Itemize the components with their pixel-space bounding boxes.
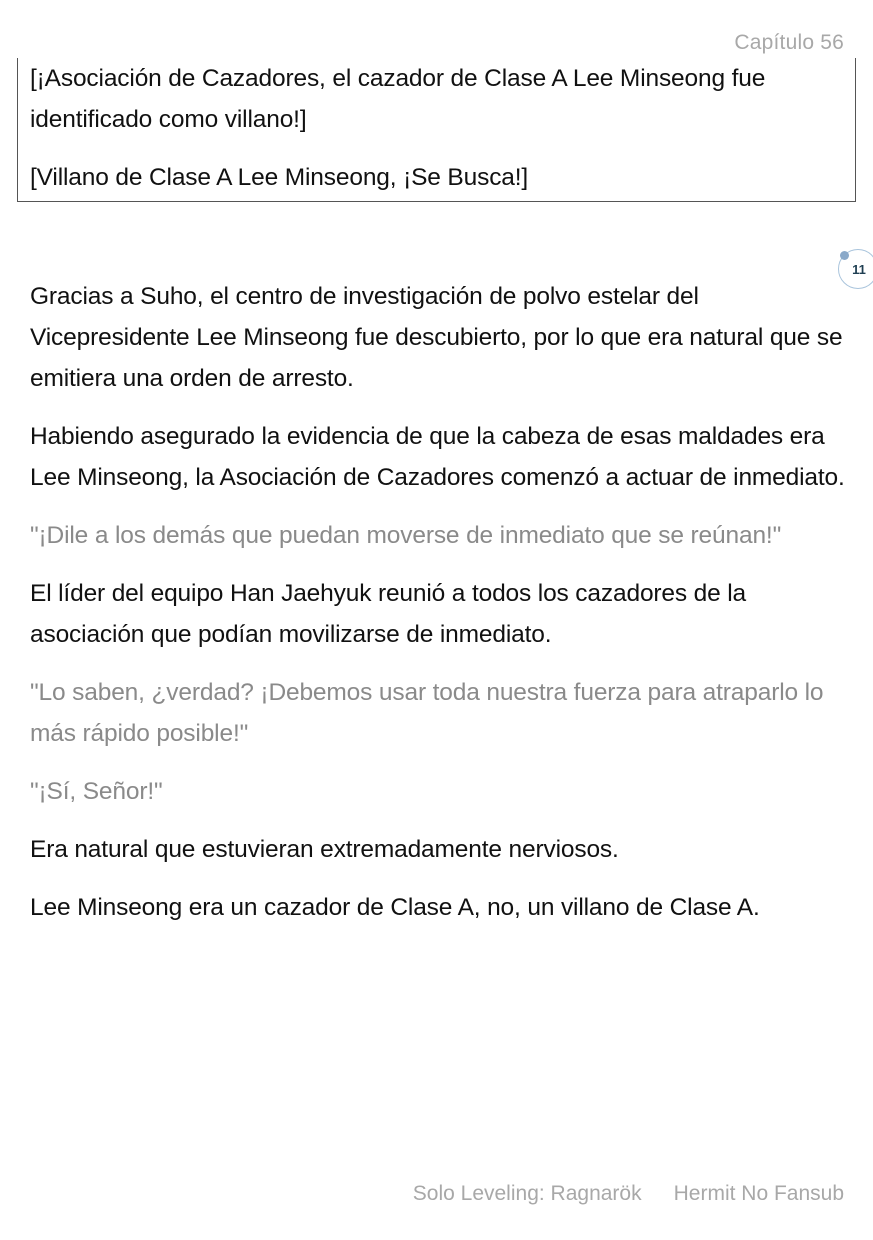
notice-line: [Villano de Clase A Lee Minseong, ¡Se Busca!] — [30, 164, 529, 191]
novel-title: Solo Leveling: Ragnarök — [412, 1182, 642, 1205]
paragraph: Gracias a Suho, el centro de investigación de polvo estelar del Vicepresidente Lee Minseong fue descubierto, por lo que era natural que se emitiera una orden de arresto. — [30, 283, 843, 392]
paragraph: El líder del equipo Han Jaehyuk reunió a todos los cazadores de la asociación que podían movilizarse de inmediato. — [30, 580, 747, 648]
chapter-body — [30, 276, 845, 945]
paragraph: Era natural que estuvieran extremadamente nerviosos. — [30, 836, 619, 863]
notice-line: [¡Asociación de Cazadores, el cazador de Clase A Lee Minseong fue identificado como villano!] — [30, 65, 766, 133]
dialogue-paragraph: "Lo saben, ¿verdad? ¡Debemos usar toda nuestra fuerza para atraparlo lo más rápido posible!" — [30, 679, 824, 747]
badge-dot-icon — [840, 251, 849, 260]
translator-group: Hermit No Fansub — [673, 1182, 844, 1205]
badge-count: 11 — [852, 261, 866, 277]
paragraph: Lee Minseong era un cazador de Clase A, no, un villano de Clase A. — [30, 894, 760, 921]
page-footer — [413, 1182, 844, 1206]
dialogue-paragraph: "¡Dile a los demás que puedan moverse de inmediato que se reúnan!" — [30, 522, 782, 549]
chapter-label: Capítulo 56 — [734, 31, 844, 54]
paragraph: Habiendo asegurado la evidencia de que la cabeza de esas maldades era Lee Minseong, la Asociación de Cazadores comenzó a actuar de inmediato. — [30, 423, 845, 491]
system-notice-box — [17, 58, 856, 202]
dialogue-paragraph: "¡Sí, Señor!" — [30, 778, 163, 805]
